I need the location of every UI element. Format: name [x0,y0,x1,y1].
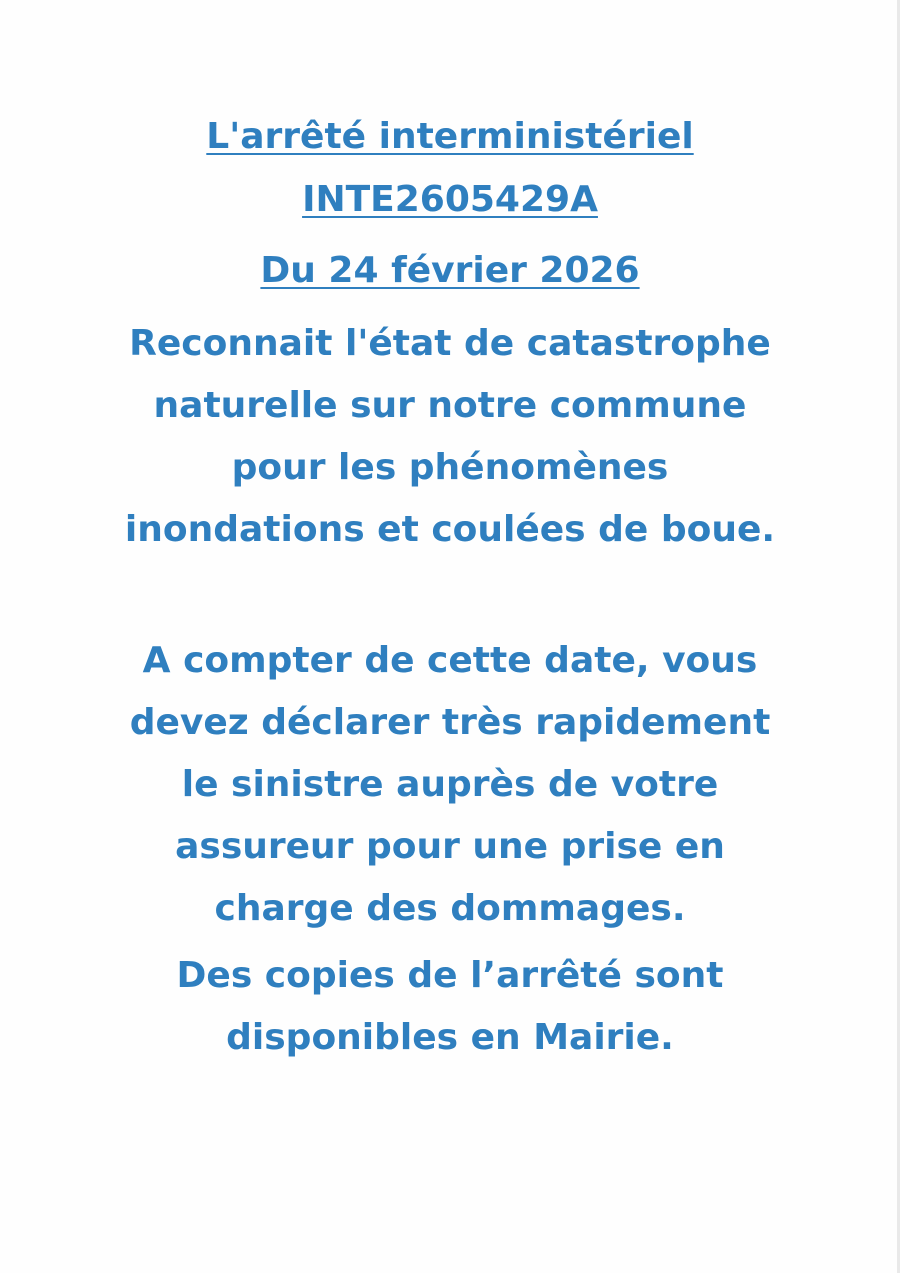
copies-line: Des copies de l’arrêté sont [176,955,724,996]
instruction-line: A compter de cette date, vous [142,640,758,681]
heading-reference-line [0,178,900,222]
heading-title: L'arrêté interministériel [206,116,694,157]
instruction-line: assureur pour une prise en [175,826,725,867]
instruction-paragraph [0,630,900,940]
copies-line: disponibles en Mairie. [226,1017,674,1058]
instruction-line: devez déclarer très rapidement [129,702,771,743]
recognition-line: naturelle sur notre commune [153,385,747,426]
instruction-line: le sinistre auprès de votre [181,764,719,805]
recognition-line: Reconnait l'état de catastrophe [129,323,771,364]
recognition-line: pour les phénomènes [231,447,669,488]
instruction-line: charge des dommages. [214,888,686,929]
recognition-line: inondations et coulées de boue. [124,509,776,550]
copies-paragraph [0,945,900,1069]
recognition-paragraph [0,313,900,561]
heading-title-line [0,115,900,159]
heading-date: Du 24 février 2026 [260,250,640,291]
heading-reference: INTE2605429A [302,179,598,220]
heading-date-line [0,249,900,293]
